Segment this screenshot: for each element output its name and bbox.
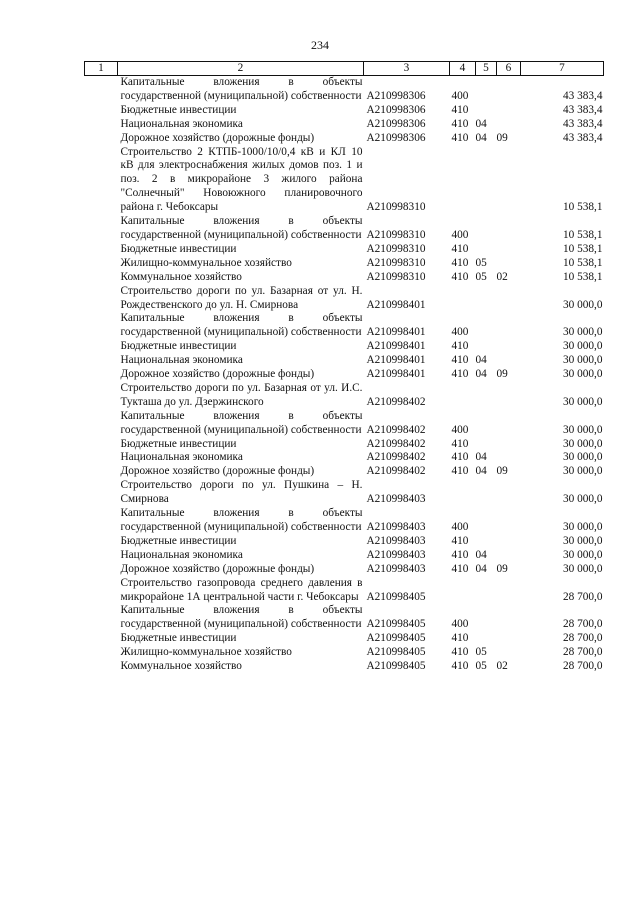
subsection-code [497, 76, 521, 104]
row-number-cell [85, 632, 118, 646]
row-number-cell [85, 577, 118, 605]
expense-type-code [450, 479, 476, 507]
row-number-cell [85, 660, 118, 674]
section-code: 05 [475, 660, 487, 673]
name-cell: Бюджетные инвестиции [120, 103, 237, 116]
expense-type-code: 410 [451, 660, 469, 673]
section-code: 04 [475, 451, 487, 464]
target-article-code: А210998403 [366, 562, 426, 575]
table-row [85, 563, 604, 577]
amount-value: 28 700,0 [562, 646, 603, 659]
section-code: 04 [475, 131, 487, 144]
name-cell: Строительство дороги по ул. Пушкина – Н. Смирнова [120, 479, 363, 506]
table-row [85, 451, 604, 465]
name-cell: Капитальные вложения в объекты государственной (муниципальной) собственности [120, 507, 363, 533]
name-cell: Коммунальное хозяйство [120, 660, 242, 673]
table-row [85, 577, 604, 605]
table-row [85, 215, 604, 243]
section-code [476, 215, 497, 243]
section-code: 04 [475, 117, 487, 130]
table-row [85, 604, 604, 632]
name-cell: Капитальные вложения в объекты государственной (муниципальной) собственности [120, 604, 363, 631]
expense-type-code: 410 [451, 256, 469, 269]
row-number-cell [85, 104, 118, 118]
row-number-cell [85, 410, 118, 438]
expense-type-code: 410 [451, 103, 469, 116]
name-cell: Коммунальное хозяйство [120, 270, 242, 283]
row-number-cell [85, 507, 118, 535]
expense-type-code: 400 [451, 326, 469, 339]
name-cell: Капитальные вложения в объекты государственной (муниципальной) собственности [120, 215, 363, 241]
section-code [476, 146, 497, 216]
expense-type-code: 400 [451, 423, 469, 436]
name-cell: Национальная экономика [120, 354, 243, 367]
row-number-cell [85, 340, 118, 354]
row-number-cell [85, 563, 118, 577]
target-article-code: А210998306 [366, 131, 426, 144]
section-code: 04 [475, 548, 487, 561]
column-header-2: 2 [118, 62, 364, 76]
section-code [476, 577, 497, 605]
target-article-code: А210998402 [366, 423, 426, 436]
column-header-5: 5 [476, 62, 497, 76]
section-code [476, 243, 497, 257]
target-article-code: А210998401 [366, 340, 426, 353]
amount-value: 30 000,0 [562, 298, 603, 311]
subsection-code [497, 340, 521, 354]
table-body [85, 76, 604, 674]
target-article-code: А210998402 [366, 395, 426, 408]
row-number-cell [85, 535, 118, 549]
name-cell: Национальная экономика [120, 451, 243, 464]
amount-value: 30 000,0 [562, 368, 603, 381]
name-cell: Дорожное хозяйство (дорожные фонды) [120, 562, 315, 575]
table-row [85, 535, 604, 549]
expense-type-code: 410 [451, 340, 469, 353]
amount-value: 43 383,4 [562, 131, 603, 144]
section-code: 04 [475, 368, 487, 381]
section-code: 04 [475, 465, 487, 478]
row-number-cell [85, 382, 118, 410]
row-number-cell [85, 215, 118, 243]
name-cell: Строительство дороги по ул. Базарная от ул. Н. Рождественского до ул. Н. Смирнова [120, 284, 363, 311]
target-article-code: А210998401 [366, 368, 426, 381]
expense-type-code: 400 [451, 89, 469, 102]
amount-value: 43 383,4 [562, 103, 603, 116]
subsection-code [497, 382, 521, 410]
name-cell: Дорожное хозяйство (дорожные фонды) [120, 131, 315, 144]
expense-type-code: 410 [451, 646, 469, 659]
subsection-code [497, 479, 521, 507]
expense-type-code: 400 [451, 521, 469, 533]
subsection-code [497, 285, 521, 313]
amount-value: 30 000,0 [562, 326, 603, 339]
section-code: 04 [475, 354, 487, 367]
section-code [476, 382, 497, 410]
row-number-cell [85, 646, 118, 660]
table-row [85, 146, 604, 216]
row-number-cell [85, 438, 118, 452]
subsection-code: 09 [496, 131, 508, 144]
subsection-code [497, 438, 521, 452]
table-row [85, 312, 604, 340]
section-code [476, 312, 497, 340]
section-code [476, 507, 497, 535]
name-cell: Жилищно-коммунальное хозяйство [120, 646, 292, 659]
row-number-cell [85, 285, 118, 313]
row-number-cell [85, 479, 118, 507]
expense-type-code: 410 [451, 242, 469, 255]
table-row [85, 76, 604, 104]
name-cell: Строительство 2 КТПБ-1000/10/0,4 кВ и КЛ 10 кВ для электроснабжения жилых домов поз. 1 и поз. 2 в микрорайоне 3 жилого района "Солнечный" Новоюжного планировочного района г. Чебоксары [120, 145, 363, 214]
amount-value: 30 000,0 [562, 437, 603, 450]
subsection-code: 02 [496, 270, 508, 283]
name-cell: Капитальные вложения в объекты государственной (муниципальной) собственности [120, 76, 363, 102]
section-code [476, 535, 497, 549]
amount-value: 30 000,0 [562, 521, 603, 533]
target-article-code: А210998401 [366, 354, 426, 367]
row-number-cell [85, 257, 118, 271]
subsection-code [497, 410, 521, 438]
table-row [85, 465, 604, 479]
amount-value: 28 700,0 [562, 660, 603, 673]
subsection-code [497, 507, 521, 535]
subsection-code [497, 146, 521, 216]
row-number-cell [85, 549, 118, 563]
subsection-code [497, 535, 521, 549]
row-number-cell [85, 312, 118, 340]
subsection-code: 02 [496, 660, 508, 673]
table-row [85, 660, 604, 674]
subsection-code [497, 549, 521, 563]
target-article-code: А210998310 [366, 270, 426, 283]
section-code [476, 285, 497, 313]
target-article-code: А210998403 [366, 534, 426, 547]
subsection-code [497, 451, 521, 465]
subsection-code [497, 257, 521, 271]
target-article-code: А210998401 [366, 298, 426, 311]
subsection-code: 09 [496, 368, 508, 381]
target-article-code: А210998403 [366, 548, 426, 561]
amount-value: 30 000,0 [562, 493, 603, 506]
table-row [85, 632, 604, 646]
name-cell: Строительство газопровода среднего давления в микрорайоне 1А центральной части г. Чебоксары [120, 576, 363, 603]
amount-value: 30 000,0 [562, 534, 603, 547]
target-article-code: А210998403 [366, 521, 426, 533]
section-code: 05 [475, 270, 487, 283]
table-row [85, 382, 604, 410]
expense-type-code [450, 577, 476, 605]
column-header-7: 7 [521, 62, 604, 76]
expense-type-code [450, 146, 476, 216]
name-cell: Дорожное хозяйство (дорожные фонды) [120, 368, 315, 381]
expense-type-code [450, 285, 476, 313]
section-code [476, 340, 497, 354]
expense-type-code: 410 [451, 534, 469, 547]
page-number: 234 [311, 38, 329, 52]
target-article-code: А210998405 [366, 660, 426, 673]
name-cell: Бюджетные инвестиции [120, 534, 237, 547]
column-header-3: 3 [364, 62, 450, 76]
subsection-code [497, 243, 521, 257]
table-row [85, 118, 604, 132]
amount-value: 30 000,0 [562, 562, 603, 575]
amount-value: 10 538,1 [562, 270, 603, 283]
subsection-code [497, 577, 521, 605]
row-number-cell [85, 271, 118, 285]
expense-type-code: 410 [451, 368, 469, 381]
expense-type-code: 410 [451, 437, 469, 450]
section-code [476, 438, 497, 452]
subsection-code [497, 215, 521, 243]
subsection-code [497, 312, 521, 340]
row-number-cell [85, 146, 118, 216]
name-cell: Жилищно-коммунальное хозяйство [120, 256, 292, 269]
amount-value: 30 000,0 [562, 354, 603, 367]
name-cell: Национальная экономика [120, 548, 243, 561]
row-number-cell [85, 118, 118, 132]
target-article-code: А210998306 [366, 117, 426, 130]
amount-value: 30 000,0 [562, 451, 603, 464]
amount-value: 30 000,0 [562, 340, 603, 353]
table-row [85, 549, 604, 563]
subsection-code [497, 632, 521, 646]
name-cell: Капитальные вложения в объекты государственной (муниципальной) собственности [120, 312, 363, 339]
target-article-code: А210998403 [366, 493, 426, 506]
section-code [476, 479, 497, 507]
table-row [85, 285, 604, 313]
column-number-header [85, 62, 604, 76]
subsection-code [497, 646, 521, 660]
target-article-code: А210998401 [366, 326, 426, 339]
expense-type-code: 410 [451, 632, 469, 645]
subsection-code [497, 354, 521, 368]
amount-value: 30 000,0 [562, 548, 603, 561]
amount-value: 10 538,1 [562, 242, 603, 255]
expense-type-code: 410 [451, 117, 469, 130]
target-article-code: А210998402 [366, 451, 426, 464]
expense-type-code: 410 [451, 354, 469, 367]
section-code [476, 410, 497, 438]
row-number-cell [85, 368, 118, 382]
name-cell: Строительство дороги по ул. Базарная от ул. И.С. Тукташа до ул. Дзержинского [120, 381, 363, 408]
table-row [85, 368, 604, 382]
section-code: 04 [475, 562, 487, 575]
target-article-code: А210998306 [366, 103, 426, 116]
amount-value: 28 700,0 [562, 618, 603, 631]
expense-type-code: 410 [451, 465, 469, 478]
name-cell: Дорожное хозяйство (дорожные фонды) [120, 465, 315, 478]
column-header-6: 6 [497, 62, 521, 76]
name-cell: Национальная экономика [120, 117, 243, 130]
expense-type-code: 400 [451, 618, 469, 631]
table-row [85, 354, 604, 368]
expense-type-code [450, 382, 476, 410]
table-row [85, 257, 604, 271]
amount-value: 28 700,0 [562, 632, 603, 645]
target-article-code: А210998402 [366, 465, 426, 478]
table-row [85, 132, 604, 146]
table-row [85, 340, 604, 354]
subsection-code [497, 118, 521, 132]
table-row [85, 438, 604, 452]
column-header-4: 4 [450, 62, 476, 76]
subsection-code: 09 [496, 465, 508, 478]
expense-type-code: 410 [451, 451, 469, 464]
amount-value: 10 538,1 [562, 201, 603, 214]
table-row [85, 271, 604, 285]
subsection-code [497, 104, 521, 118]
subsection-code: 09 [496, 562, 508, 575]
row-number-cell [85, 465, 118, 479]
name-cell: Капитальные вложения в объекты государственной (муниципальной) собственности [120, 409, 363, 436]
expense-type-code: 410 [451, 270, 469, 283]
expense-type-code: 410 [451, 548, 469, 561]
section-code: 05 [475, 256, 487, 269]
table-row [85, 410, 604, 438]
table-row [85, 507, 604, 535]
amount-value: 30 000,0 [562, 465, 603, 478]
row-number-cell [85, 451, 118, 465]
name-cell: Бюджетные инвестиции [120, 242, 237, 255]
section-code [476, 104, 497, 118]
target-article-code: А210998405 [366, 590, 426, 603]
table-row [85, 646, 604, 660]
subsection-code [497, 604, 521, 632]
expense-type-code: 410 [451, 131, 469, 144]
column-header-1: 1 [85, 62, 118, 76]
target-article-code: А210998405 [366, 618, 426, 631]
row-number-cell [85, 132, 118, 146]
row-number-cell [85, 354, 118, 368]
table-row [85, 479, 604, 507]
amount-value: 43 383,4 [562, 89, 603, 102]
budget-table [84, 61, 604, 674]
table-row [85, 104, 604, 118]
target-article-code: А210998310 [366, 201, 426, 214]
amount-value: 10 538,1 [562, 228, 603, 241]
section-code [476, 76, 497, 104]
target-article-code: А210998402 [366, 437, 426, 450]
name-cell: Бюджетные инвестиции [120, 340, 237, 353]
target-article-code: А210998310 [366, 242, 426, 255]
name-cell: Бюджетные инвестиции [120, 632, 237, 645]
amount-value: 43 383,4 [562, 117, 603, 130]
amount-value: 10 538,1 [562, 256, 603, 269]
name-cell: Бюджетные инвестиции [120, 437, 237, 450]
target-article-code: А210998405 [366, 646, 426, 659]
target-article-code: А210998405 [366, 632, 426, 645]
amount-value: 28 700,0 [562, 590, 603, 603]
amount-value: 30 000,0 [562, 423, 603, 436]
section-code: 05 [475, 646, 487, 659]
target-article-code: А210998310 [366, 228, 426, 241]
expense-type-code: 410 [451, 562, 469, 575]
section-code [476, 632, 497, 646]
target-article-code: А210998306 [366, 89, 426, 102]
table-row [85, 243, 604, 257]
amount-value: 30 000,0 [562, 395, 603, 408]
section-code [476, 604, 497, 632]
row-number-cell [85, 604, 118, 632]
target-article-code: А210998310 [366, 256, 426, 269]
expense-type-code: 400 [451, 228, 469, 241]
row-number-cell [85, 76, 118, 104]
row-number-cell [85, 243, 118, 257]
